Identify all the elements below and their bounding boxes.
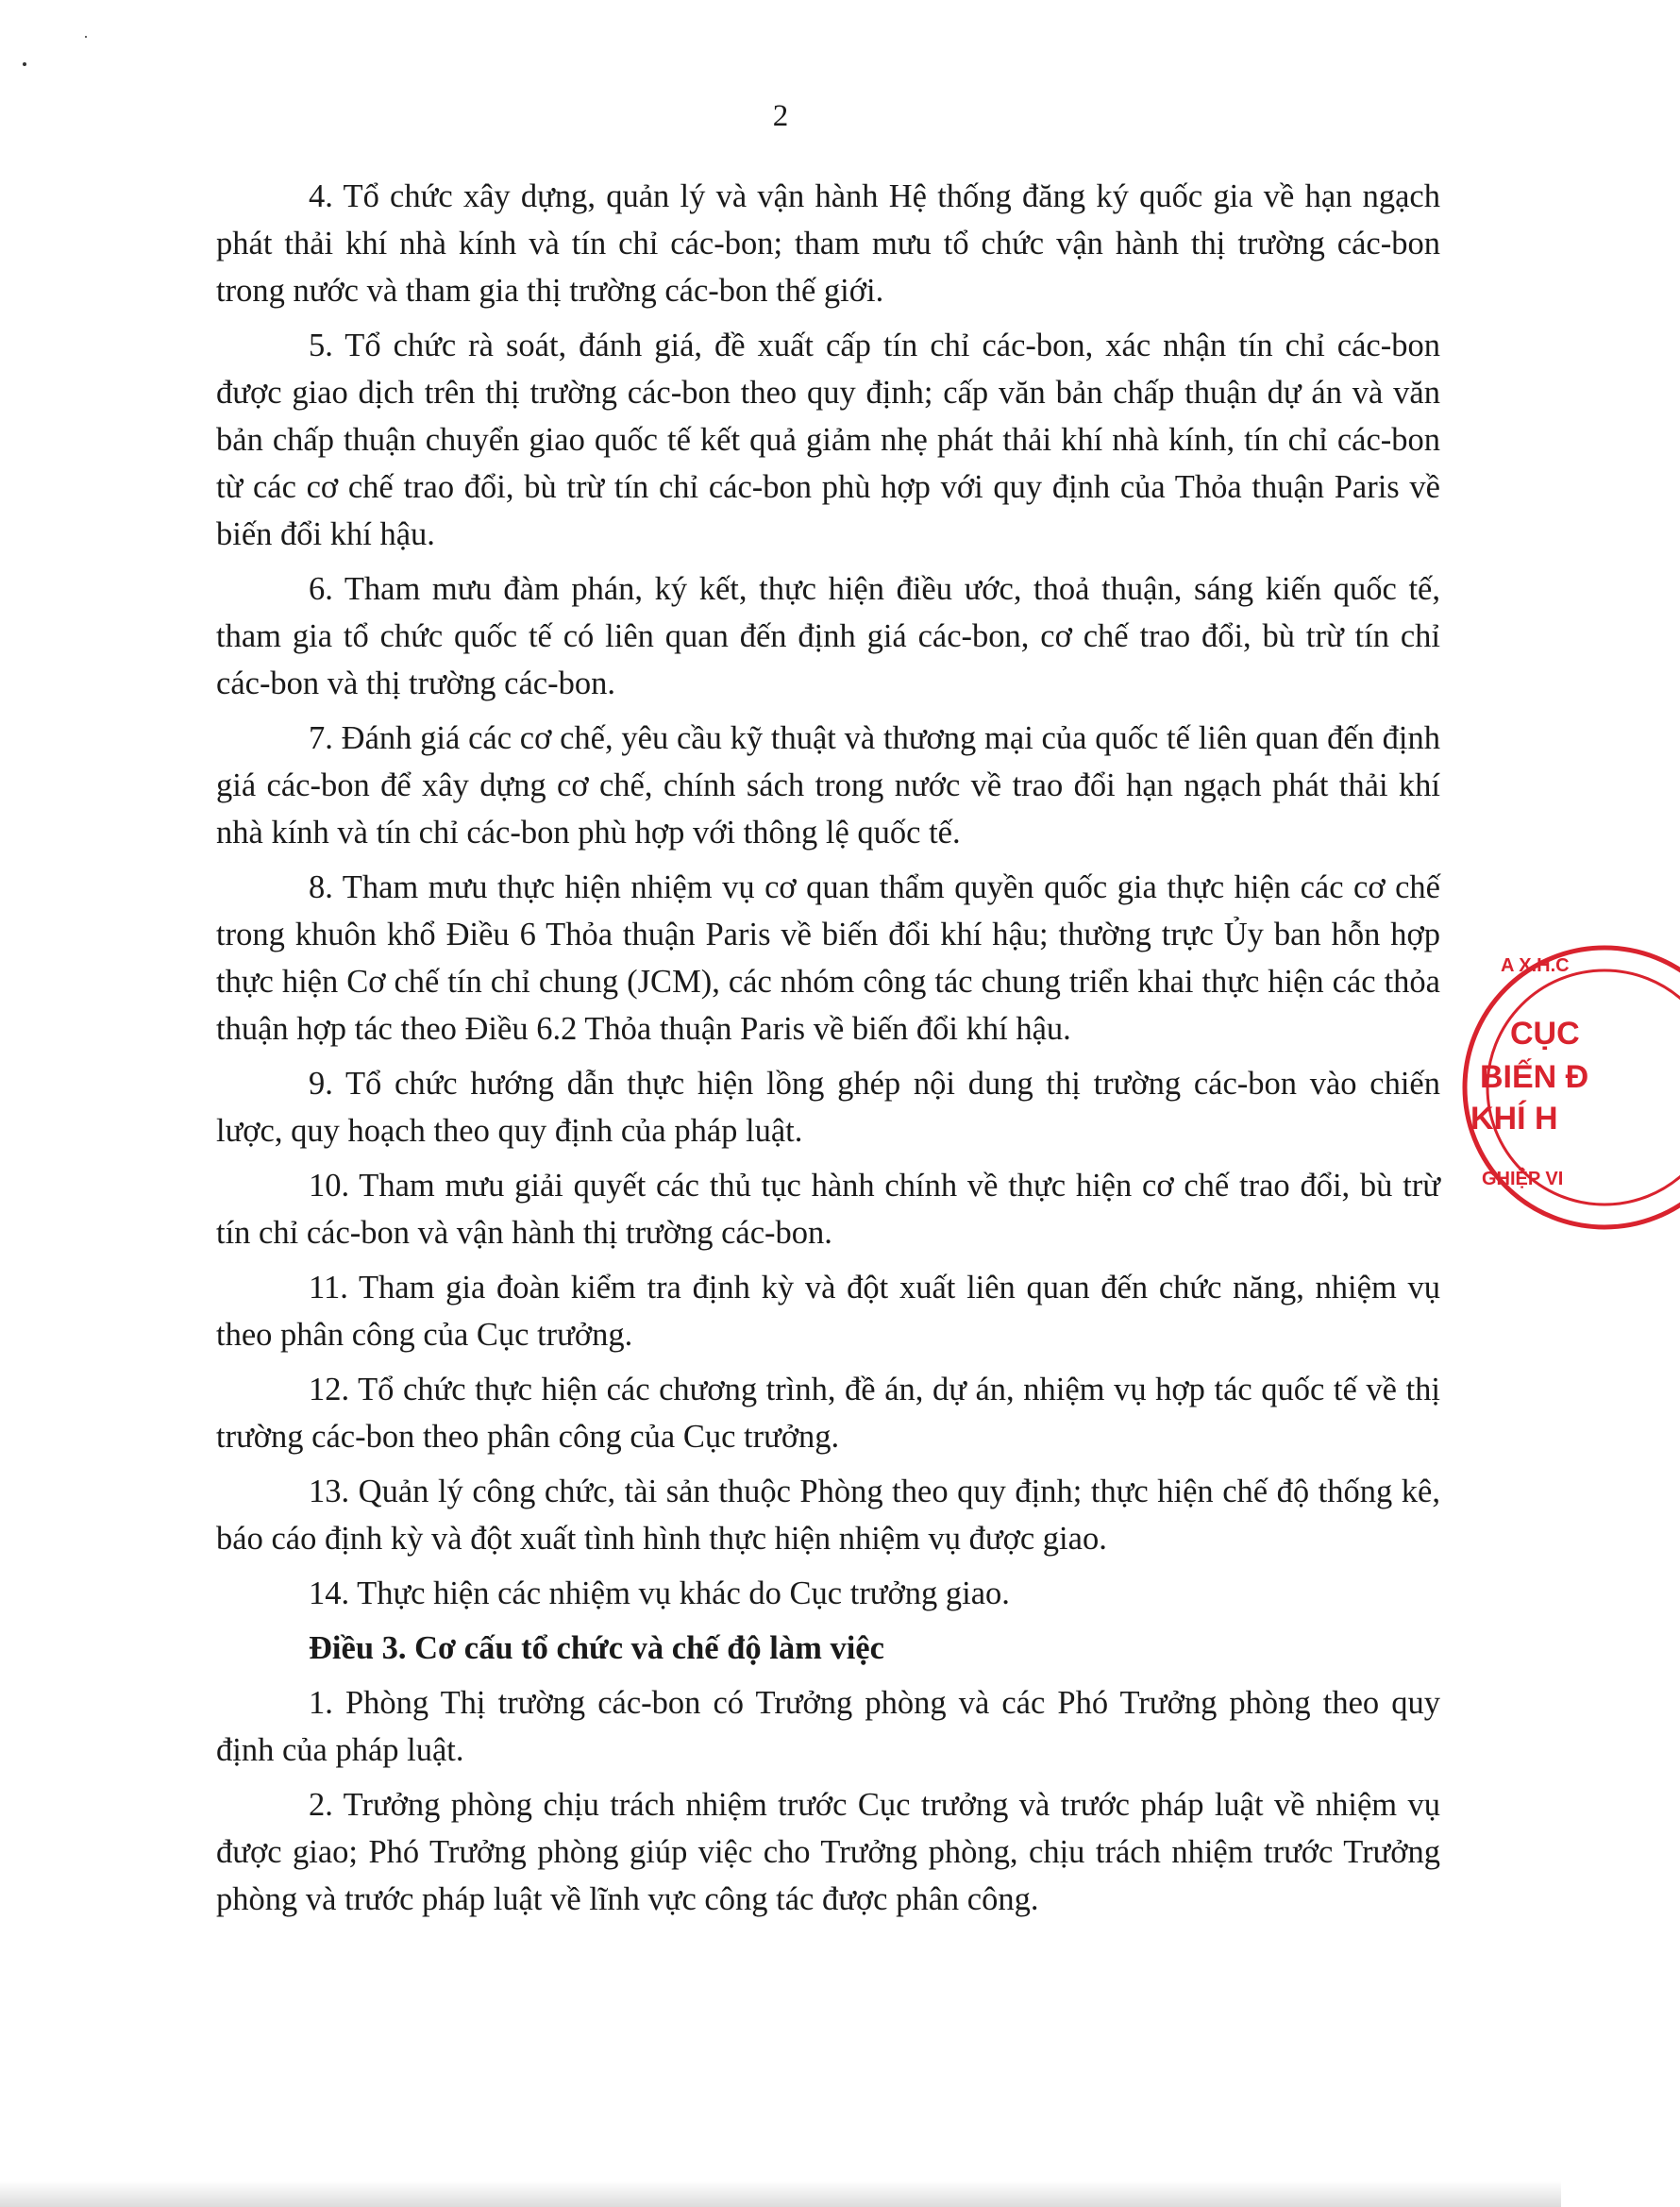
scan-artifact-dot — [85, 36, 87, 38]
article-3-paragraph-1: 1. Phòng Thị trường các-bon có Trưởng phòng và các Phó Trưởng phòng theo quy định của pháp luật. — [216, 1685, 1440, 1768]
paragraph-item-9: 9. Tổ chức hướng dẫn thực hiện lồng ghép nội dung thị trường các-bon vào chiến lược, quy hoạch theo quy định của pháp luật. — [216, 1066, 1440, 1149]
paragraph-item-12: 12. Tổ chức thực hiện các chương trình, đề án, dự án, nhiệm vụ hợp tác quốc tế về thị trường các-bon theo phân công của Cục trưởng. — [216, 1372, 1440, 1455]
seal-text-line-2: CỤC — [1510, 1016, 1580, 1052]
seal-text-top: A X.H.C — [1501, 955, 1570, 976]
paragraph-item-7: 7. Đánh giá các cơ chế, yêu cầu kỹ thuật và thương mại của quốc tế liên quan đến định giá các-bon để xây dựng cơ chế, chính sách trong nước về trao đổi hạn ngạch phát thải khí nhà kính và tín chỉ các-bon phù hợp với thông lệ quốc tế. — [216, 720, 1440, 851]
paragraph-item-10: 10. Tham mưu giải quyết các thủ tục hành chính về thực hiện cơ chế trao đổi, bù trừ tín chỉ các-bon và vận hành thị trường các-bon. — [216, 1168, 1440, 1251]
seal-text-line-4: KHÍ H — [1470, 1101, 1558, 1137]
paragraph-item-6: 6. Tham mưu đàm phán, ký kết, thực hiện điều ước, thoả thuận, sáng kiến quốc tế, tham gia tổ chức quốc tế có liên quan đến định giá các-bon, cơ chế trao đổi, bù trừ tín chỉ các-bon và thị trường các-bon. — [216, 571, 1440, 701]
seal-text-bottom: GHIỆP VI — [1482, 1169, 1564, 1189]
article-3-heading: Điều 3. Cơ cấu tổ chức và chế độ làm việc — [309, 1630, 884, 1666]
page-number: 2 — [772, 99, 789, 133]
paragraph-item-4: 4. Tổ chức xây dựng, quản lý và vận hành Hệ thống đăng ký quốc gia về hạn ngạch phát thải khí nhà kính và tín chỉ các-bon; tham mưu tổ chức vận hành thị trường các-bon trong nước và tham gia thị trường các-bon thế giới. — [216, 178, 1440, 309]
paragraph-item-13: 13. Quản lý công chức, tài sản thuộc Phòng theo quy định; thực hiện chế độ thống kê, báo cáo định kỳ và đột xuất tình hình thực hiện nhiệm vụ được giao. — [216, 1474, 1440, 1557]
article-3-paragraph-2: 2. Trưởng phòng chịu trách nhiệm trước Cục trưởng và trước pháp luật về nhiệm vụ được giao; Phó Trưởng phòng giúp việc cho Trưởng phòng, chịu trách nhiệm trước Trưởng phòng và trước pháp luật về lĩnh vực công tác được phân công. — [216, 1787, 1440, 1917]
scan-bottom-edge — [0, 2181, 1561, 2207]
scan-artifact-dot — [23, 62, 26, 66]
official-red-seal — [1453, 936, 1680, 1238]
document-body — [216, 173, 1440, 1930]
paragraph-item-5: 5. Tổ chức rà soát, đánh giá, đề xuất cấp tín chỉ các-bon, xác nhận tín chỉ các-bon được giao dịch trên thị trường các-bon theo quy định; cấp văn bản chấp thuận dự án và văn bản chấp thuận chuyển giao quốc tế kết quả giảm nhẹ phát thải khí nhà kính, tín chỉ các-bon từ các cơ chế trao đổi, bù trừ tín chỉ các-bon phù hợp với quy định của Thỏa thuận Paris về biến đổi khí hậu. — [216, 328, 1440, 552]
paragraph-item-8: 8. Tham mưu thực hiện nhiệm vụ cơ quan thẩm quyền quốc gia thực hiện các cơ chế trong khuôn khổ Điều 6 Thỏa thuận Paris về biến đổi khí hậu; thường trực Ủy ban hỗn hợp thực hiện Cơ chế tín chỉ chung (JCM), các nhóm công tác chung triển khai thực hiện các thỏa thuận hợp tác theo Điều 6.2 Thỏa thuận Paris về biến đổi khí hậu. — [216, 869, 1440, 1047]
paragraph-item-11: 11. Tham gia đoàn kiểm tra định kỳ và đột xuất liên quan đến chức năng, nhiệm vụ theo phân công của Cục trưởng. — [216, 1270, 1440, 1353]
seal-text-line-3: BIẾN Đ — [1480, 1059, 1589, 1095]
paragraph-item-14: 14. Thực hiện các nhiệm vụ khác do Cục trưởng giao. — [309, 1575, 1010, 1611]
